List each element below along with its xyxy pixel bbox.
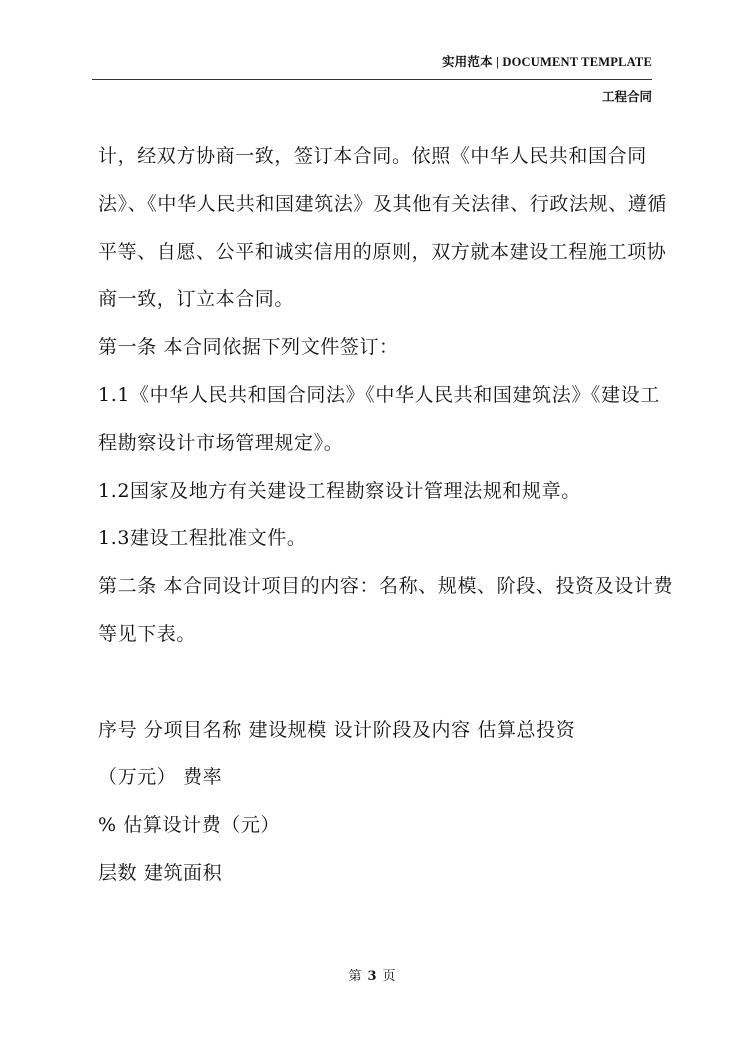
page-suffix: 页	[382, 969, 396, 984]
header-divider	[92, 79, 652, 80]
body-line: 计，经双方协商一致，签订本合同。依照《中华人民共和国合同	[98, 145, 647, 167]
body-line: 平等、自愿、公平和诚实信用的原则，双方就本建设工程施工项协	[98, 240, 667, 263]
body-line: 等见下表。	[98, 622, 197, 645]
table-header-line: 序号 分项目名称 建设规模 设计阶段及内容 估算总投资	[98, 718, 576, 741]
body-line: 1.1《中华人民共和国合同法》《中华人民共和国建筑法》《建设工	[98, 383, 660, 406]
table-header-line: % 估算设计费（元）	[98, 814, 281, 837]
article-heading: 第一条 本合同依据下列文件签订：	[98, 336, 399, 359]
page-prefix: 第	[348, 969, 362, 984]
body-line: 1.2国家及地方有关建设工程勘察设计管理法规和规章。	[98, 479, 581, 502]
document-body	[98, 136, 674, 901]
header-subtitle: 工程合同	[601, 89, 652, 104]
table-header-line: 层数 建筑面积	[98, 861, 223, 884]
blank-line	[98, 662, 658, 710]
article-heading: 第二条 本合同设计项目的内容：名称、规模、阶段、投资及设计费	[98, 575, 674, 598]
page-number: 3	[367, 969, 377, 984]
body-line: 法》、《中华人民共和国建筑法》及其他有关法律、行政法规、遵循	[98, 192, 668, 215]
body-line: 1.3建设工程批准文件。	[98, 527, 307, 550]
page-footer	[0, 965, 744, 984]
body-line: 商一致，订立本合同。	[98, 288, 295, 311]
table-header-line: （万元） 费率	[98, 766, 223, 789]
body-line: 程勘察设计市场管理规定》。	[98, 431, 344, 454]
header-brand: 实用范本 | DOCUMENT TEMPLATE	[441, 55, 652, 69]
